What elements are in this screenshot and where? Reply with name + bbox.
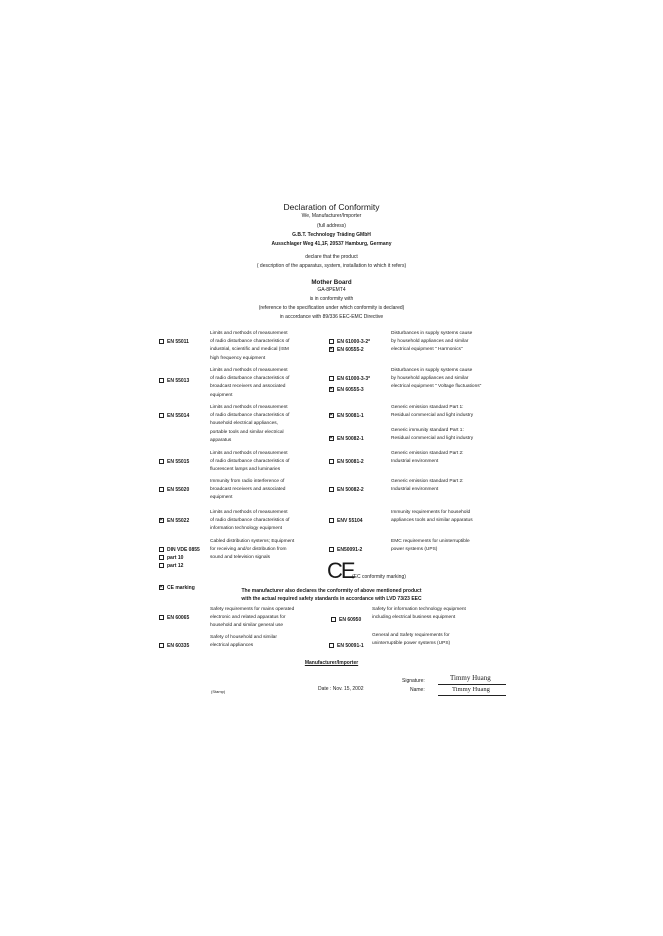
checkbox[interactable]: [331, 617, 336, 622]
standard-description: Generic emission standard Part 2: Industrial environment: [391, 451, 464, 465]
safety-statement-1: The manufacturer also declares the conformity of above mentioned product: [241, 588, 422, 594]
safety-statement-2: with the actual required safety standards in accordance with LVD 73/23 EEC: [241, 596, 422, 602]
checkbox[interactable]: [159, 459, 164, 464]
signature-value: Timmy Huang: [450, 674, 491, 682]
standard-row: EN 50081-2: [329, 450, 364, 468]
standard-description: EMC requirements for uninterruptible power systems (UPS): [391, 539, 470, 553]
standard-row: ×EN 60555-2: [329, 338, 364, 356]
name-label: Name:: [410, 687, 425, 693]
checkbox[interactable]: [159, 563, 164, 568]
checkbox-checked[interactable]: [329, 413, 334, 418]
standard-description: Generic emission standard Part 1: Residual commercial and light industry: [391, 405, 474, 419]
standard-description: Limits and methods of measurement of radio disturbance characteristics of information technology equipment: [210, 510, 290, 532]
standard-row: ×EN 50081-1: [329, 404, 364, 422]
product-model: GA-8PEMT4: [317, 287, 346, 293]
name-line: [438, 695, 506, 696]
company-name: G.B.T. Technology Träding GMbH: [292, 232, 371, 238]
importer-line: We, Manufacturer/Importer: [301, 213, 362, 219]
checkbox[interactable]: [329, 518, 334, 523]
stamp-label: (Stamp): [211, 689, 226, 694]
checkbox[interactable]: [329, 643, 334, 648]
safety-description: Safety of household and similar electrical appliances: [210, 635, 277, 649]
checkbox[interactable]: [329, 547, 334, 552]
safety-row: EN 60950: [331, 608, 361, 626]
standard-row: part 12: [159, 554, 183, 572]
signature-label: Signature:: [402, 678, 425, 684]
safety-description: Safety requirements for mains operated electronic and related apparatus for household and similar general use: [210, 607, 295, 629]
standard-description: Cabled distribution systems; Equipment for receiving and/or distribution from sound and television signals: [210, 539, 295, 561]
standard-description: Limits and methods of measurement of radio disturbance characteristics of industrial, scientific and medical (ISM high frequency equipment: [210, 331, 290, 361]
checkbox-checked[interactable]: [329, 387, 334, 392]
standard-row: EN 55015: [159, 450, 189, 468]
checkbox-checked[interactable]: [159, 518, 164, 523]
checkbox[interactable]: [159, 487, 164, 492]
standard-description: Limits and methods of measurement of radio disturbance characteristics of household electrical appliances, portable tools and similar electrical apparatus: [210, 405, 290, 443]
full-address-line: (full address): [317, 223, 346, 229]
product-name: Mother Board: [311, 279, 352, 286]
document-title: Declaration of Conformity: [283, 202, 380, 212]
checkbox[interactable]: [159, 643, 164, 648]
standard-description: Disturbances in supply systems cause by household appliances and similar electrical equipment " Voltage fluctuations": [391, 368, 482, 390]
checkbox-checked[interactable]: [329, 347, 334, 352]
conformity-line: is in conformity with: [309, 296, 354, 302]
date-text: Date : Nov. 15, 2002: [318, 686, 364, 692]
safety-row: EN 50091-1: [329, 634, 364, 652]
checkbox[interactable]: [329, 459, 334, 464]
checkbox-checked[interactable]: [329, 436, 334, 441]
standard-row: EN 55011: [159, 330, 189, 348]
standard-description: Limits and methods of measurement of radio disturbance characteristics of broadcast receivers and associated equipment: [210, 368, 290, 398]
standard-row: EN 55020: [159, 478, 189, 496]
safety-description: General and Safety requirements for uninterruptible power systems (UPS): [372, 633, 451, 647]
manufacturer-label: Manufacturer/Importer: [304, 660, 359, 666]
checkbox[interactable]: [329, 487, 334, 492]
standard-row: EN 55014: [159, 404, 189, 422]
safety-description: Safety for information technology equipment including electrical business equipment: [372, 607, 466, 621]
standard-row: DIN VDE 0855: [159, 538, 200, 556]
company-address: Ausschlager Weg 41,1F, 20537 Hamburg, Germany: [271, 241, 392, 247]
checkbox[interactable]: [159, 413, 164, 418]
checkbox[interactable]: [159, 615, 164, 620]
checkbox[interactable]: [159, 378, 164, 383]
safety-row: EN 60335: [159, 634, 189, 652]
ce-caption: (EC conformity marking): [352, 574, 406, 580]
safety-row: EN 60065: [159, 606, 189, 624]
standard-description: Generic immunity standard Part 1: Residual commercial and light industry: [391, 428, 474, 442]
standard-row: EN 61000-3-2*: [329, 330, 370, 348]
standard-row: ×EN 55022: [159, 509, 189, 527]
standard-row: part 10: [159, 546, 183, 564]
standard-row: EN 55013: [159, 369, 189, 387]
description-note: ( description of the apparatus, system, installation to which it refers): [256, 263, 407, 269]
declare-line: declare that the product: [305, 254, 358, 260]
reference-line: (reference to the specification under which conformity is declared): [258, 305, 405, 311]
standard-description: Immunity requirements for household appliances tools and similar apparatus: [391, 510, 473, 524]
ce-logo: CE: [327, 558, 354, 583]
signature-line: [438, 684, 506, 685]
standard-description: Limits and methods of measurement of radio disturbance characteristics of fluorescent lamps and luminaries: [210, 451, 290, 473]
directive-line: in accordance with 89/336 EEC-EMC Directive: [279, 314, 384, 320]
standard-description: Disturbances in supply systems cause by household appliances and similar electrical equipment " Harmonics": [391, 331, 473, 353]
standard-row: EN 50082-2: [329, 478, 364, 496]
standard-row: ×EN 50082-1: [329, 427, 364, 445]
checkbox[interactable]: [159, 339, 164, 344]
standard-description: Immunity from radio interference of broadcast receivers and associated equipment: [210, 479, 286, 501]
standard-row: EN50091-2: [329, 538, 362, 556]
standard-row: EN 61000-3-3*: [329, 367, 370, 385]
standard-row: ×EN 60555-3: [329, 378, 364, 396]
standard-row: ENV 55104: [329, 509, 363, 527]
ce-marking-row: ×CE marking: [159, 576, 195, 594]
name-value: Timmy Huang: [452, 686, 490, 693]
standard-description: Generic emission standard Part 2: Industrial environment: [391, 479, 464, 493]
